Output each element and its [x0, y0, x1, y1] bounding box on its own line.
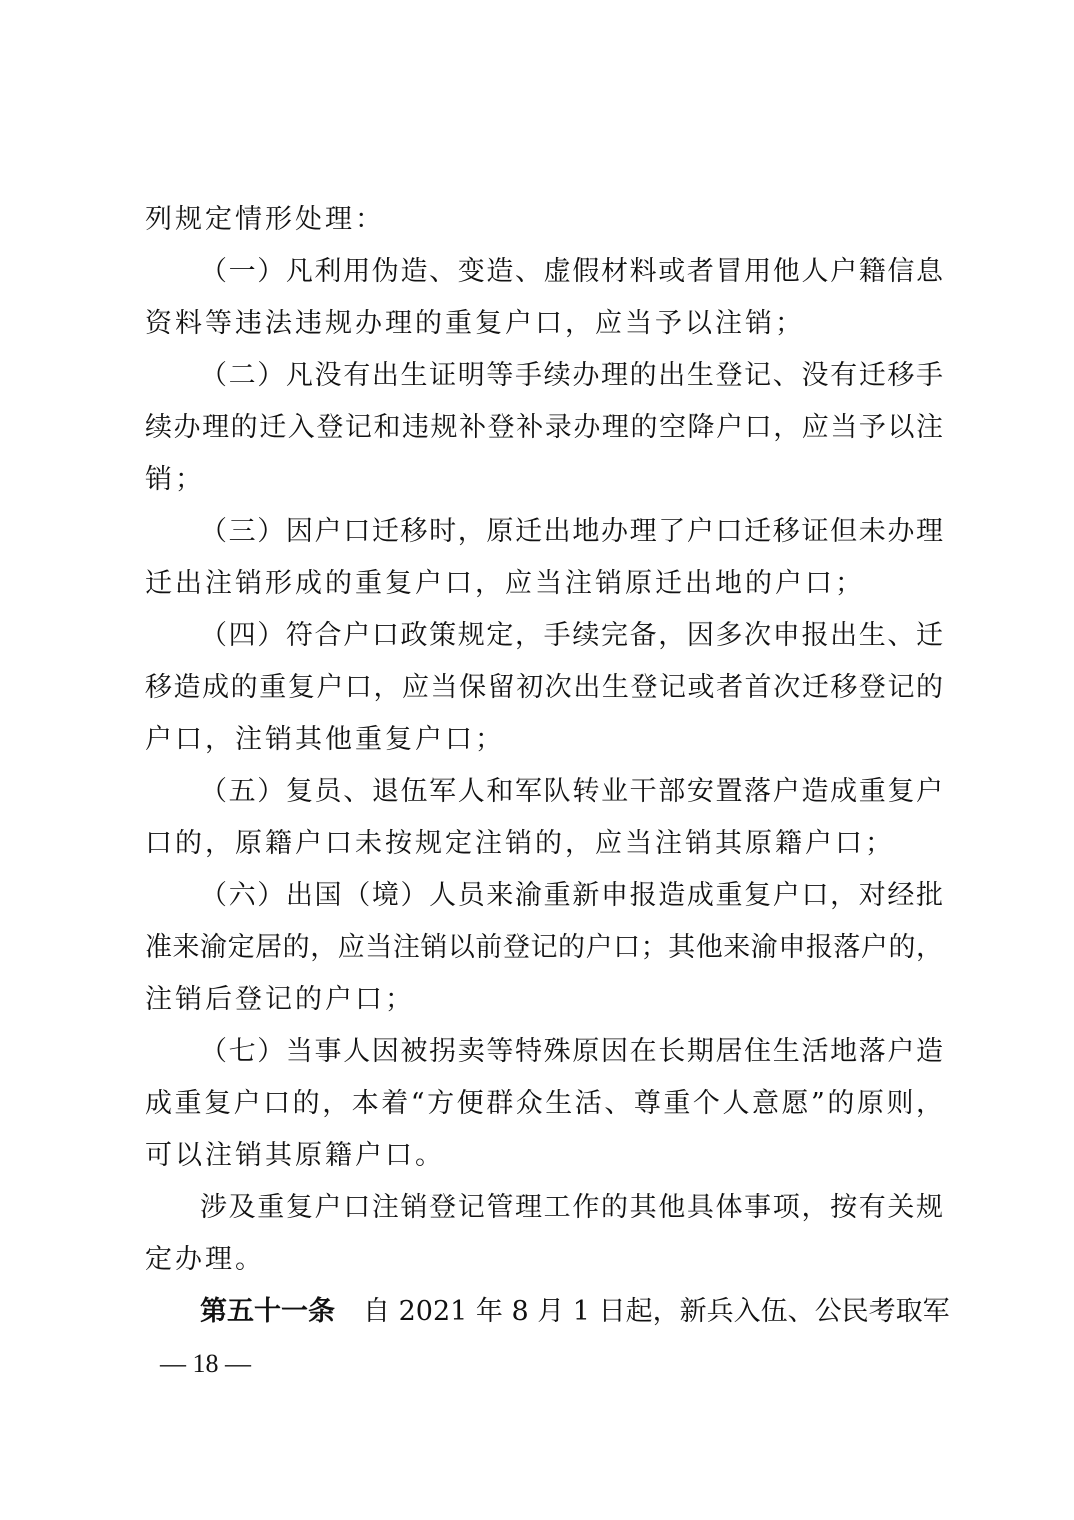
text-line: 移造成的重复户口，应当保留初次出生登记或者首次迁移登记的 [145, 672, 943, 703]
text-line: 成重复户口的，本着“方便群众生活、尊重个人意愿”的原则， [145, 1088, 943, 1119]
page-number: — 18 — [160, 1349, 251, 1378]
text-line: （二）凡没有出生证明等手续办理的出生登记、没有迁移手 [200, 360, 943, 391]
text-line: 续办理的迁入登记和违规补登补录办理的空降户口，应当予以注 [145, 412, 943, 443]
article-line [200, 1286, 950, 1338]
text-line: 迁出注销形成的重复户口，应当注销原迁出地的户口； [145, 568, 865, 599]
article-text: 自 2021 年 8 月 1 日起，新兵入伍、公民考取军 [363, 1296, 950, 1327]
text-line: 可以注销其原籍户口。 [145, 1140, 445, 1171]
text-line: 资料等违法违规办理的重复户口，应当予以注销； [145, 308, 805, 339]
text-line: 注销后登记的户口； [145, 984, 415, 1015]
text-line: 列规定情形处理： [145, 204, 385, 235]
text-line: 定办理。 [145, 1244, 265, 1275]
text-line: 户口，注销其他重复户口； [145, 724, 505, 755]
text-line: 口的，原籍户口未按规定注销的，应当注销其原籍户口； [145, 828, 895, 859]
text-line: （六）出国（境）人员来渝重新申报造成重复户口，对经批 [200, 880, 943, 911]
text-line: （三）因户口迁移时，原迁出地办理了户口迁移证但未办理 [200, 516, 943, 547]
text-line: （一）凡利用伪造、变造、虚假材料或者冒用他人户籍信息 [200, 256, 943, 287]
text-line: （七）当事人因被拐卖等特殊原因在长期居住生活地落户造 [200, 1036, 943, 1067]
text-line: （五）复员、退伍军人和军队转业干部安置落户造成重复户 [200, 776, 943, 807]
article-heading: 第五十一条 [200, 1296, 335, 1327]
text-line: 销； [145, 464, 205, 495]
text-line: （四）符合户口政策规定，手续完备，因多次申报出生、迁 [200, 620, 943, 651]
text-line: 准来渝定居的，应当注销以前登记的户口；其他来渝申报落户的， [145, 932, 943, 963]
text-line: 涉及重复户口注销登记管理工作的其他具体事项，按有关规 [200, 1192, 943, 1223]
